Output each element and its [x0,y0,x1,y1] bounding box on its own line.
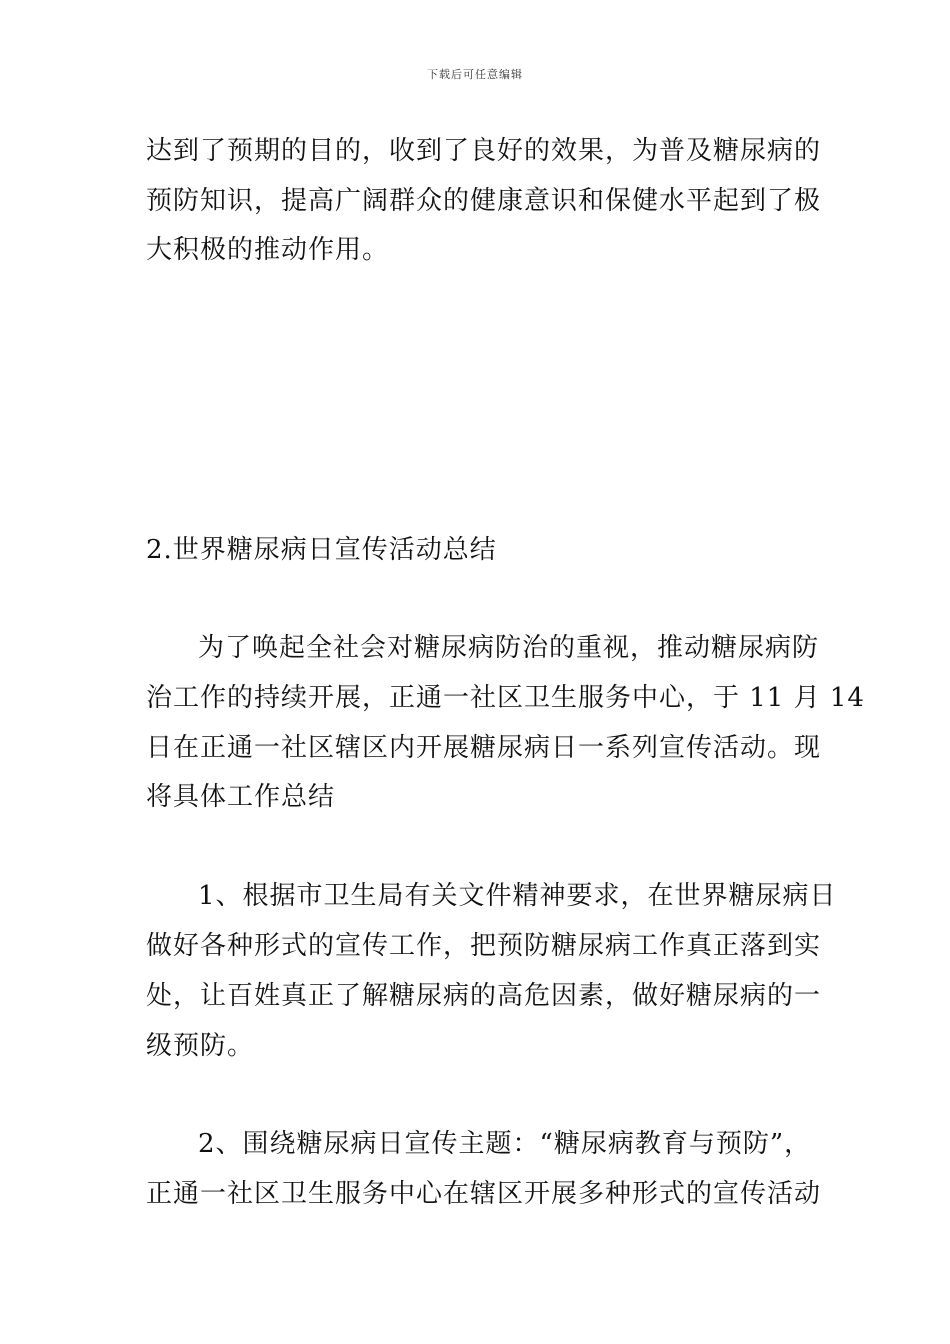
para1-line-4: 将具体工作总结 [146,782,336,812]
para2-line-2: 做好各种形式的宣传工作，把预防糖尿病工作真正落到实 [146,931,822,961]
intro-line-2: 预防知识，提高广阔群众的健康意识和保健水平起到了极 [146,186,822,216]
para1-line-3: 日在正通一社区辖区内开展糖尿病日一系列宣传活动。现 [146,733,822,763]
header-note: 下载后可任意编辑 [427,68,523,81]
section-title: 2.世界糖尿病日宣传活动总结 [146,535,497,565]
intro-line-3: 大积极的推动作用。 [146,235,390,265]
intro-line-1: 达到了预期的目的，收到了良好的效果，为普及糖尿病的 [146,136,822,166]
para2-line-4: 级预防。 [146,1031,255,1061]
para1-line-1: 为了唤起全社会对糖尿病防治的重视，推动糖尿病防 [198,633,820,663]
para3-line-2: 正通一社区卫生服务中心在辖区开展多种形式的宣传活动 [146,1179,822,1209]
para2-line-1: 1、根据市卫生局有关文件精神要求，在世界糖尿病日 [198,881,837,911]
para1-line-2: 治工作的持续开展，正通一社区卫生服务中心，于 11 月 14 [146,683,865,713]
para2-line-3: 处，让百姓真正了解糖尿病的高危因素，做好糖尿病的一 [146,981,822,1011]
para3-line-1: 2、围绕糖尿病日宣传主题：“糖尿病教育与预防”， [198,1129,812,1159]
